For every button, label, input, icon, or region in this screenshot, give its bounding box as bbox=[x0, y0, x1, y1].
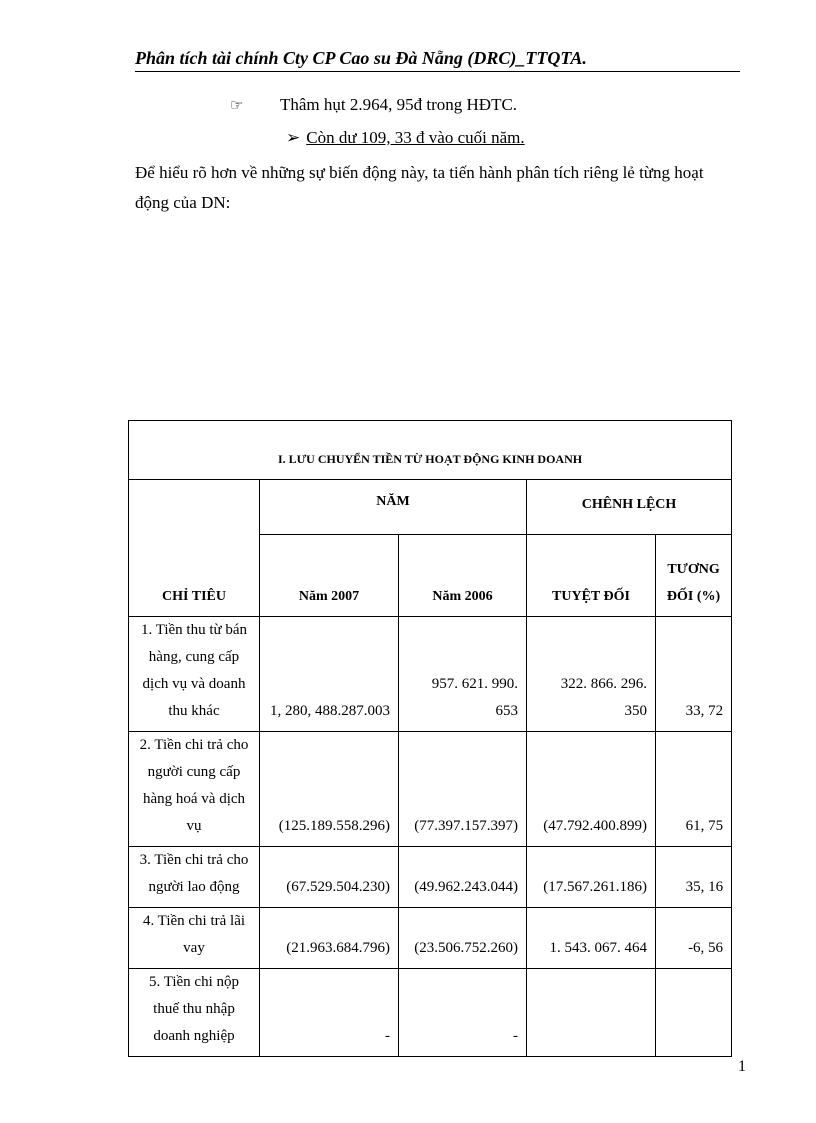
table-row bbox=[129, 908, 732, 969]
page-header: Phân tích tài chính Cty CP Cao su Đà Nẵng (DRC)_TTQTA. bbox=[135, 47, 740, 72]
cell-absolute: (47.792.400.899) bbox=[527, 732, 656, 847]
page-number: 1 bbox=[738, 1058, 746, 1075]
arrow-bullet-icon: ➢ bbox=[286, 128, 301, 147]
cell-2006: (77.397.157.397) bbox=[399, 732, 527, 847]
row-label: 2. Tiền chi trả cho người cung cấp hàng hoá và dịch vụ bbox=[129, 732, 260, 847]
row-label: 3. Tiền chi trả cho người lao động bbox=[129, 847, 260, 908]
cell-2007: (21.963.684.796) bbox=[260, 908, 399, 969]
header-2007: Năm 2007 bbox=[260, 535, 399, 617]
header-indicator: CHỈ TIÊU bbox=[129, 480, 260, 617]
cell-relative: 33, 72 bbox=[656, 617, 732, 732]
bullet-deficit bbox=[230, 95, 517, 115]
header-2006: Năm 2006 bbox=[399, 535, 527, 617]
bullet-remaining-text: Còn dư 109, 33 đ vào cuối năm. bbox=[306, 128, 525, 147]
row-label: 4. Tiền chi trả lãi vay bbox=[129, 908, 260, 969]
cash-flow-table bbox=[128, 420, 732, 1057]
cell-relative: 61, 75 bbox=[656, 732, 732, 847]
header-diff-group: CHÊNH LỆCH bbox=[527, 480, 732, 535]
cell-2007: (125.189.558.296) bbox=[260, 732, 399, 847]
table-row bbox=[129, 969, 732, 1057]
row-label: 1. Tiền thu từ bán hàng, cung cấp dịch vụ và doanh thu khác bbox=[129, 617, 260, 732]
cell-2006: (23.506.752.260) bbox=[399, 908, 527, 969]
cell-absolute: 1. 543. 067. 464 bbox=[527, 908, 656, 969]
cell-absolute bbox=[527, 969, 656, 1057]
header-absolute: TUYỆT ĐỐI bbox=[527, 535, 656, 617]
cell-relative: 35, 16 bbox=[656, 847, 732, 908]
header-year-group: NĂM bbox=[260, 480, 527, 535]
header-relative: TƯƠNG ĐỐI (%) bbox=[656, 535, 732, 617]
bullet-remaining bbox=[286, 128, 525, 148]
cell-2006: (49.962.243.044) bbox=[399, 847, 527, 908]
cell-2006: - bbox=[399, 969, 527, 1057]
cell-2007: 1, 280, 488.287.003 bbox=[260, 617, 399, 732]
cell-relative: -6, 56 bbox=[656, 908, 732, 969]
cell-2007: (67.529.504.230) bbox=[260, 847, 399, 908]
hand-pointer-icon: ☞ bbox=[230, 98, 244, 114]
cell-2007: - bbox=[260, 969, 399, 1057]
table-row bbox=[129, 732, 732, 847]
cell-relative bbox=[656, 969, 732, 1057]
section-title: I. LƯU CHUYỂN TIỀN TỪ HOẠT ĐỘNG KINH DOANH bbox=[129, 421, 732, 480]
intro-paragraph: Để hiểu rõ hơn về những sự biến động này, ta tiến hành phân tích riêng lẻ từng hoạt động của DN: bbox=[135, 163, 704, 212]
row-label: 5. Tiền chi nộp thuế thu nhập doanh nghiệp bbox=[129, 969, 260, 1057]
table-row bbox=[129, 617, 732, 732]
table-row bbox=[129, 847, 732, 908]
cell-2006: 957. 621. 990. 653 bbox=[399, 617, 527, 732]
cell-absolute: (17.567.261.186) bbox=[527, 847, 656, 908]
cell-absolute: 322. 866. 296. 350 bbox=[527, 617, 656, 732]
bullet-deficit-text: Thâm hụt 2.964, 95đ trong HĐTC. bbox=[280, 95, 518, 114]
